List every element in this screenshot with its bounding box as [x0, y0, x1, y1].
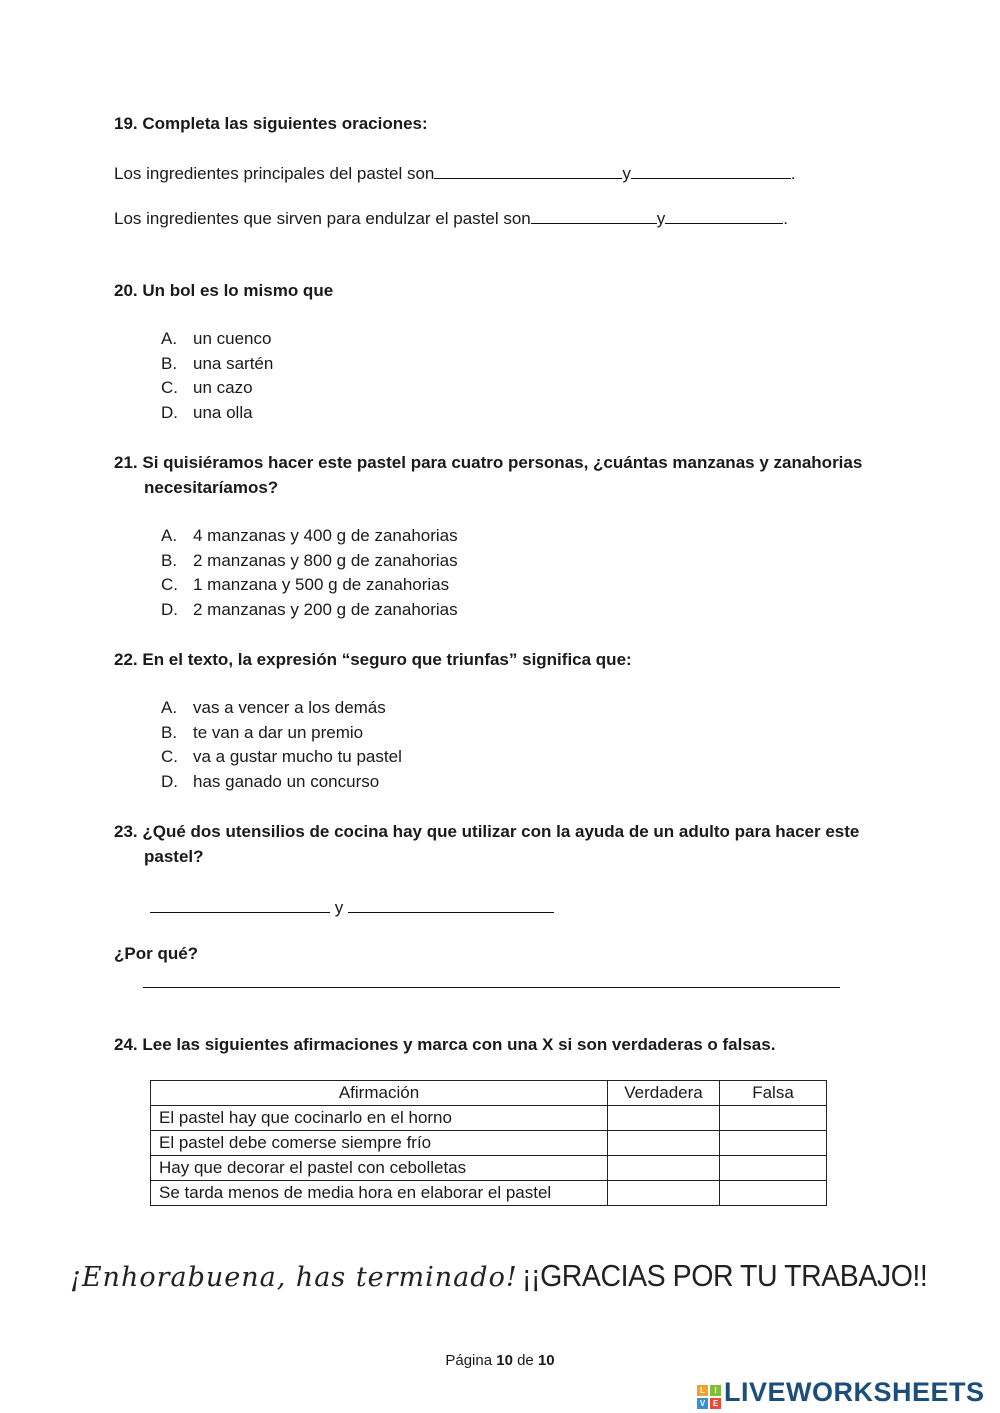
q23-why-answer-line[interactable] — [143, 987, 840, 988]
page-current: 10 — [496, 1352, 513, 1369]
table-row — [151, 1156, 827, 1181]
liveworksheets-wordmark: LIVEWORKSHEETS — [724, 1377, 985, 1407]
q21-option-a[interactable]: A. 4 manzanas y 400 g de zanahorias — [161, 526, 458, 545]
q21-option-c[interactable]: C. 1 manzana y 500 g de zanahorias — [161, 575, 450, 594]
q23-blank-2[interactable] — [348, 894, 554, 913]
q20-options — [161, 327, 273, 425]
q20-title: 20. Un bol es lo mismo que — [114, 281, 334, 300]
q21-option-b[interactable]: B. 2 manzanas y 800 g de zanahorias — [161, 550, 458, 570]
q24-statement-4: Se tarda menos de media hora en elaborar el pastel — [151, 1181, 608, 1206]
q23-blank-1[interactable] — [150, 894, 330, 913]
q21-options — [161, 524, 458, 622]
q20-option-a[interactable]: A. un cuenco — [161, 329, 272, 348]
q19-blank-4[interactable] — [665, 205, 783, 224]
q19-connector-2: y — [656, 209, 666, 228]
q23-why-label: ¿Por qué? — [114, 944, 199, 963]
q24-statement-3: Hay que decorar el pastel con cebolletas — [151, 1156, 608, 1181]
q19-blank-2[interactable] — [631, 160, 791, 179]
q22-options — [161, 696, 402, 794]
q19-period-1: . — [790, 164, 796, 183]
q24-true-cell-1[interactable] — [608, 1106, 720, 1131]
q19-period-2: . — [783, 209, 788, 228]
q19-sentence-2-text: Los ingredientes que sirven para endulzar el pastel son — [114, 209, 531, 228]
q22-title: 22. En el texto, la expresión “seguro que triunfas” significa que: — [114, 650, 632, 669]
q24-true-cell-2[interactable] — [608, 1131, 720, 1156]
q19-sentence-2 — [114, 205, 788, 231]
q19-blank-3[interactable] — [531, 205, 657, 224]
q24-statement-2: El pastel debe comerse siempre frío — [151, 1131, 608, 1156]
page-total: 10 — [537, 1352, 555, 1369]
q24-header-false: Falsa — [720, 1081, 827, 1106]
q24-table — [150, 1080, 827, 1206]
q24-false-cell-2[interactable] — [720, 1131, 827, 1156]
page-number — [0, 1352, 1000, 1369]
q20-option-c[interactable]: C. un cazo — [161, 378, 253, 397]
closing-caps: ¡¡GRACIAS POR TU TRABAJO!! — [522, 1258, 928, 1293]
q23-answer-line — [150, 894, 554, 920]
q24-statement-1: El pastel hay que cocinarlo en el horno — [151, 1106, 608, 1131]
q19-sentence-1 — [114, 160, 796, 186]
page-separator: de — [517, 1352, 534, 1369]
q19-blank-1[interactable] — [434, 160, 622, 179]
q19-sentence-1-text: Los ingredientes principales del pastel son — [114, 164, 435, 183]
q20-option-d[interactable]: D. una olla — [161, 402, 253, 422]
q24-title: 24. Lee las siguientes afirmaciones y marca con una X si son verdaderas o falsas. — [114, 1035, 776, 1054]
q22-option-b[interactable]: B. te van a dar un premio — [161, 722, 364, 742]
q21-title-line-2: necesitaríamos? — [144, 478, 279, 497]
table-row — [151, 1181, 827, 1206]
liveworksheets-logo[interactable] — [697, 1377, 985, 1409]
closing-message — [70, 1258, 963, 1294]
q24-header-statement: Afirmación — [151, 1081, 608, 1106]
q22-option-c[interactable]: C. va a gustar mucho tu pastel — [161, 747, 402, 766]
page-prefix: Página — [445, 1352, 493, 1369]
q21-option-d[interactable]: D. 2 manzanas y 200 g de zanahorias — [161, 599, 458, 619]
q24-false-cell-3[interactable] — [720, 1156, 827, 1181]
q24-false-cell-1[interactable] — [720, 1106, 827, 1131]
closing-cursive: ¡Enhorabuena, has terminado! — [70, 1262, 518, 1293]
q24-header-true: Verdadera — [608, 1081, 720, 1106]
q24-table-header — [151, 1081, 827, 1106]
q19-title: 19. Completa las siguientes oraciones: — [114, 114, 428, 133]
q22-option-d[interactable]: D. has ganado un concurso — [161, 771, 380, 791]
liveworksheets-logo-icon: L I V E — [697, 1385, 721, 1409]
q19-connector-1: y — [622, 164, 631, 183]
q23-connector: y — [334, 898, 344, 917]
q22-option-a[interactable]: A. vas a vencer a los demás — [161, 698, 386, 717]
table-row — [151, 1131, 827, 1156]
q21-title-line-1: 21. Si quisiéramos hacer este pastel para cuatro personas, ¿cuántas manzanas y zanahorias — [114, 453, 863, 472]
table-row — [151, 1106, 827, 1131]
q23-title-line-1: 23. ¿Qué dos utensilios de cocina hay que utilizar con la ayuda de un adulto para hacer este — [114, 822, 860, 841]
q20-option-b[interactable]: B. una sartén — [161, 353, 274, 373]
q24-table-wrap — [150, 1080, 827, 1206]
q24-false-cell-4[interactable] — [720, 1181, 827, 1206]
q24-true-cell-4[interactable] — [608, 1181, 720, 1206]
q23-title-line-2: pastel? — [144, 847, 204, 866]
q24-true-cell-3[interactable] — [608, 1156, 720, 1181]
